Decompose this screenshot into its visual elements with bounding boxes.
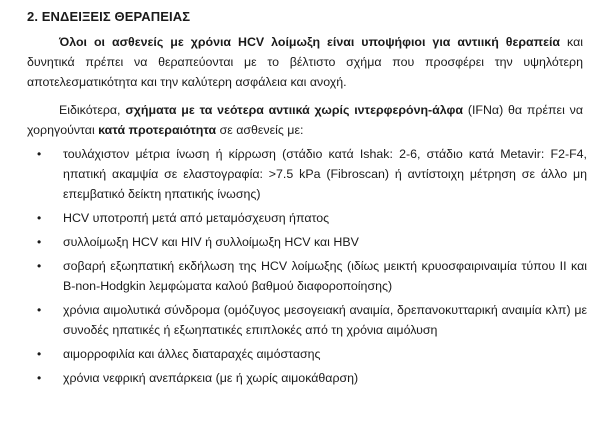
list-item <box>27 144 587 204</box>
paragraph-tail: σε ασθενείς με: <box>216 123 304 137</box>
paragraph-text: και δυνητικά πρέπει να θεραπεύονται με το βέλτιστο σχήμα που προσφέρει την υψηλότερη αποτελεσματικότητα και την καλύτερη ασφάλεια και ανοχή. <box>27 35 583 89</box>
paragraph-all-patients <box>27 32 583 92</box>
list-item-text: χρόνια αιμολυτικά σύνδρομα (ομόζυγος μεσογειακή αναιμία, δρεπανοκυτταρική αναιμία κλπ) με συνοδές ηπατικές ή εξωηπατικές επιπλοκές από τη χρόνια αιμόλυση <box>63 303 587 337</box>
list-item <box>27 300 587 340</box>
list-item <box>27 208 587 228</box>
list-item-text: συλλοίμωξη HCV και HIV ή συλλοίμωξη HCV και HBV <box>63 235 359 249</box>
list-item-text: αιμορροφιλία και άλλες διαταραχές αιμόστασης <box>63 347 321 361</box>
paragraph-lead: Ειδικότερα, <box>59 103 126 117</box>
bullet-icon: • <box>37 147 42 161</box>
list-item <box>27 344 587 364</box>
list-item <box>27 256 587 296</box>
list-item <box>27 232 587 252</box>
paragraph-mid: (IFNα) θα πρέπει να χορηγούνται <box>27 103 583 137</box>
bullet-icon: • <box>37 371 42 385</box>
bullet-icon: • <box>37 235 42 249</box>
list-item-text: HCV υποτροπή μετά από μεταμόσχευση ήπατος <box>63 211 330 225</box>
paragraph-bold-priority: κατά προτεραιότητα <box>98 123 217 137</box>
indication-list <box>27 144 587 392</box>
bullet-icon: • <box>37 347 42 361</box>
bullet-icon: • <box>37 259 42 273</box>
paragraph-priority-regimens <box>27 100 583 140</box>
list-item-text: σοβαρή εξωηπατική εκδήλωση της HCV λοίμωξης (ιδίως μεικτή κρυοσφαιριναιμία τύπου II και B-non-Hodgkin λεμφώματα καλού βαθμού διαφοροποίησης) <box>63 259 587 293</box>
list-item-text: χρόνια νεφρική ανεπάρκεια (με ή χωρίς αιμοκάθαρση) <box>63 371 359 385</box>
list-item <box>27 368 587 388</box>
paragraph-bold-statement: Όλοι οι ασθενείς με χρόνια HCV λοίμωξη είναι υποψήφιοι για αντιική θεραπεία <box>59 35 561 49</box>
list-item-text: τουλάχιστον μέτρια ίνωση ή κίρρωση (στάδιο κατά Ishak: 2-6, στάδιο κατά Metavir: F2-F4, ηπατική ακαμψία σε ελαστογραφία: >7.5 kPa (Fibroscan) ή αντίστοιχη μέτρηση σε άλλο μη επεμβατικό δείκτη ηπατικής ίνωσης) <box>63 147 587 201</box>
paragraph-bold-regimens: σχήματα με τα νεότερα αντιικά χωρίς ιντερφερόνη-άλφα <box>125 103 464 117</box>
bullet-icon: • <box>37 303 42 317</box>
section-heading: 2. ΕΝΔΕΙΞΕΙΣ ΘΕΡΑΠΕΙΑΣ <box>27 9 191 24</box>
bullet-icon: • <box>37 211 42 225</box>
